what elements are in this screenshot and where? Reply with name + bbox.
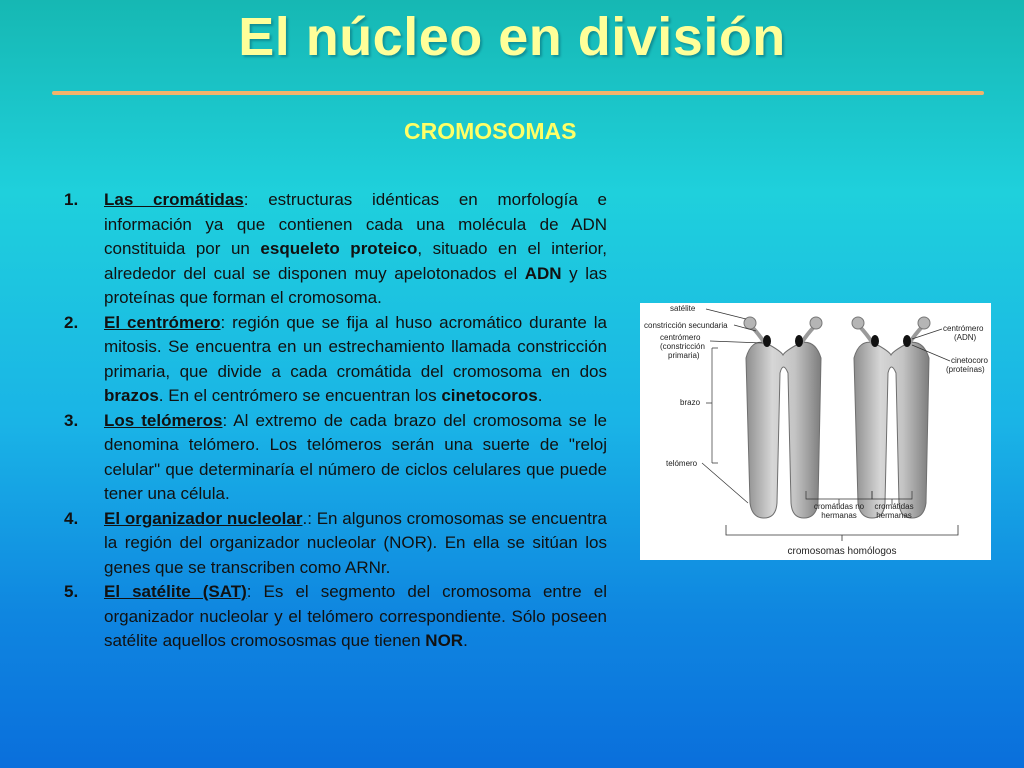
chromosome-diagram-svg (640, 303, 991, 560)
label-cinetocoro-2: (proteínas) (946, 365, 985, 374)
label-centromero-adn-2: (ADN) (954, 333, 977, 342)
item-number: 4. (64, 508, 79, 528)
item-number: 5. (64, 582, 79, 601)
label-centromero-1: centrómero (660, 333, 701, 342)
item-text: : Es el segmento del cromosoma entre el organizador nucleolar y el telómero correspondiente. Sólo poseen satélite aquellos cromososmas que tienen (104, 582, 608, 650)
item-text: . En el centrómero se encuentran los (158, 386, 442, 405)
list-item (64, 409, 607, 507)
kinetochore-left-b (795, 335, 803, 347)
item-number: 1. (64, 190, 79, 209)
slide-title: El núcleo en división (238, 7, 786, 67)
label-centromero-2: (constricción (660, 342, 705, 351)
chromosome-diagram (640, 303, 991, 560)
item-text: , situado en el interior, alrededor del cual se disponen muy apelotonados el (104, 239, 608, 283)
item-bold: brazos (104, 386, 159, 405)
satellite-right-b (918, 317, 930, 329)
kinetochore-right-b (903, 335, 911, 347)
label-centromero-3: primaria) (668, 351, 700, 360)
satellite-left-b (810, 317, 822, 329)
item-text: . (463, 631, 468, 650)
list-item (64, 507, 607, 581)
label-satelite: satélite (670, 304, 696, 313)
item-text: y las proteínas que forman el cromosoma. (104, 263, 607, 307)
label-telomero: telómero (666, 459, 698, 468)
label-cinetocoro-1: cinetocoro (951, 356, 988, 365)
chromosome-parts-list (64, 188, 607, 654)
item-text: : estructuras idénticas en morfología e información ya que contienen cada una molécula de ADN constituida por un (104, 190, 607, 258)
item-bold: ADN (524, 263, 562, 283)
item-bold: NOR (425, 631, 464, 650)
list-item (64, 311, 607, 409)
label-cromatidas-hermanas-1: cromátidas (874, 502, 914, 511)
slide-subtitle: CROMOSOMAS (404, 118, 577, 144)
item-term: El organizador nucleolar (104, 508, 303, 528)
label-cromosomas-homologos: cromosomas homólogos (787, 546, 897, 557)
item-number: 2. (64, 312, 79, 332)
label-constriccion-secundaria: constricción secundaria (644, 321, 728, 330)
kinetochore-left-a (763, 335, 771, 347)
label-centromero-adn-1: centrómero (943, 324, 984, 333)
chromosome-right (852, 317, 930, 518)
kinetochore-right-a (871, 335, 879, 347)
item-text: : región que se fija al huso acromático durante la mitosis. Se encuentra en un estrechamiento llamada constricción primaria, que divide a cada cromátida del cromosoma en dos (104, 312, 607, 381)
item-bold: esqueleto proteico (260, 239, 418, 258)
item-text: : Al extremo de cada brazo del cromosoma se le denomina telómero. Los telómeros serán una suerte de "reloj celular" que determinaría el número de ciclos celulares que puede tener una célula. (104, 410, 607, 503)
item-term: Las cromátidas (104, 190, 244, 209)
item-term: Los telómeros (104, 410, 223, 430)
list-item (64, 188, 607, 311)
list-item (64, 580, 607, 654)
item-text: . (537, 386, 543, 405)
chromosome-left (744, 317, 822, 518)
item-term: El centrómero (104, 312, 221, 332)
item-text: .: En algunos cromosomas se encuentra la región del organizador nucleolar (NOR). En ella se sitúan los genes que se transcriben como ARNr. (104, 508, 608, 577)
item-number: 3. (64, 410, 79, 430)
label-brazo: brazo (680, 398, 701, 407)
label-cromatidas-hermanas-2: hermanas (876, 511, 912, 520)
title-divider (52, 91, 984, 95)
item-bold: cinetocoros (441, 386, 538, 405)
label-cromatidas-no-hermanas-1: cromátidas no (813, 502, 865, 511)
item-term: El satélite (SAT) (104, 582, 247, 601)
satellite-right-a (852, 317, 864, 329)
label-cromatidas-no-hermanas-2: hermanas (821, 511, 857, 520)
